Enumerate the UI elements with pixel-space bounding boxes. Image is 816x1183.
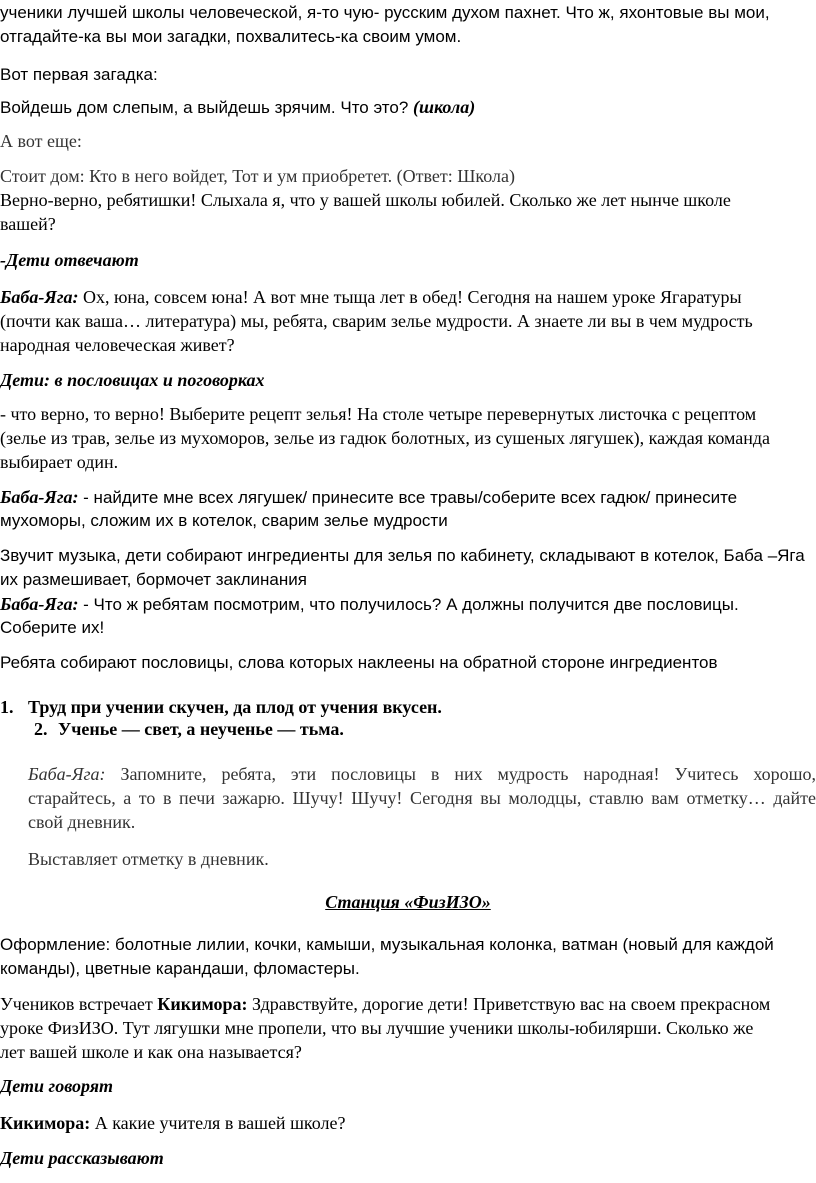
baba-yaga-praise-line2 [28,787,816,809]
kikimora-greeting-line1 [0,993,770,1015]
praise-text: Запомните, ребята, эти пословицы в них мудрость народная! Учитесь хорошо, [105,764,816,784]
baba-yaga-text: Ох, юна, совсем юна! А вот мне тыща лет в обед! Сегодня на нашем уроке Ягаратуры [78,287,742,307]
proverbs-text: - Что ж ребятам посмотрим, что получилось? А должны получится две пословицы. [78,595,739,614]
speaker-label: Кикимора: [157,994,248,1014]
kikimora-teachers-question [0,1112,345,1134]
proverbs-assembly-paragraph: Ребята собирают пословицы, слова которых наклеены на обратной стороне ингредиентов [0,653,718,672]
speaker-label: Баба-Яга: [0,287,79,307]
greeting-pre: Учеников встречает [0,994,158,1014]
list-number: 2. [34,719,48,739]
praise-text-2: старайтесь, а то в печи зажарю. Шучу! Шучу! Сегодня вы молодцы, ставлю вам отметку… дайте [28,788,816,808]
speaker-label: Баба-Яга: [28,764,106,784]
first-riddle-heading: Вот первая загадка: [0,65,158,84]
paragraph-jubilee-line2: вашей? [0,214,56,234]
baba-yaga-ingredients-line2: мухоморы, сложим их в котелок, сварим зелье мудрости [0,511,448,530]
kikimora-greeting-line3: лет вашей школе и как она называется? [0,1042,302,1062]
baba-yaga-line-3: народная человеческая живет? [0,335,235,355]
children-speak-note: Дети говорят [0,1076,114,1096]
children-answer-note: -Дети отвечают [0,250,139,270]
proverb-two: Ученье — свет, а неученье — тьма. [58,719,344,739]
riddle-one-text: Войдешь дом слепым, а выйдешь зрячим. Что это? [0,98,413,117]
list-number: 1. [0,697,14,717]
decoration-line2: команды), цветные карандаши, фломастеры. [0,959,360,978]
baba-yaga-proverbs-line2: Соберите их! [0,618,105,637]
riddle-two: Стоит дом: Кто в него войдет, Тот и ум приобретет. (Ответ: Школа) [0,166,515,186]
music-paragraph-line2: их размешивает, бормочет заклинания [0,570,307,589]
baba-yaga-praise-line1 [28,763,816,785]
riddle-one-answer: (школа) [413,97,476,117]
paragraph-jubilee-line1: Верно-верно, ребятишки! Слыхала я, что у вашей школы юбилей. Сколько же лет нынче школе [0,190,731,210]
paragraph-intro-line2: отгадайте-ка вы мои загадки, похвалитесь-ка своим умом. [0,27,462,46]
children-tell-note: Дети рассказывают [0,1148,164,1168]
greeting-text: Здравствуйте, дорогие дети! Приветствую вас на своем прекрасном [247,994,771,1014]
children-proverbs-answer: Дети: в пословицах и поговорках [0,370,265,390]
ingredients-text: - найдите мне всех лягушек/ принесите все травы/соберите всех гадюк/ принесите [78,488,738,507]
recipe-paragraph-line3: выбирает один. [0,452,119,472]
speaker-label: Баба-Яга: [0,594,79,614]
grade-note: Выставляет отметку в дневник. [28,849,269,869]
music-paragraph-line1: Звучит музыка, дети собирают ингредиенты для зелья по кабинету, складывают в котелок, Баба –Яга [0,546,805,565]
station-title: Станция «ФизИЗО» [325,892,491,912]
question-text: А какие учителя в вашей школе? [90,1113,346,1133]
speaker-label: Баба-Яга: [0,487,79,507]
baba-yaga-praise-line3: свой дневник. [28,812,136,832]
another-riddle-heading: А вот еще: [0,131,82,151]
recipe-paragraph-line2: (зелье из трав, зелье из мухоморов, зелье из гадюк болотных, из сушеных лягушек), каждая команда [0,428,771,448]
proverb-one: Труд при учении скучен, да плод от учения вкусен. [28,697,442,717]
riddle-one [0,96,475,119]
list-item [34,718,48,740]
baba-yaga-ingredients-line1 [0,486,737,509]
speaker-label: Кикимора: [0,1113,91,1133]
baba-yaga-proverbs-line1 [0,593,739,616]
baba-yaga-line-1 [0,286,742,308]
list-item [0,696,14,718]
recipe-paragraph-line1: - что верно, то верно! Выберите рецепт зелья! На столе четыре перевернутых листочка с рецептом [0,404,757,424]
decoration-line1: Оформление: болотные лилии, кочки, камыши, музыкальная колонка, ватман (новый для каждой [0,935,774,954]
paragraph-intro-line1: ученики лучшей школы человеческой, я-то чую- русским духом пахнет. Что ж, яхонтовые вы мои, [0,3,770,22]
baba-yaga-line-2: (почти как ваша… литература) мы, ребята, сварим зелье мудрости. А знаете ли вы в чем мудрость [0,311,753,331]
kikimora-greeting-line2: уроке ФизИЗО. Тут лягушки мне пропели, что вы лучшие ученики школы-юбилярши. Сколько же [0,1018,754,1038]
